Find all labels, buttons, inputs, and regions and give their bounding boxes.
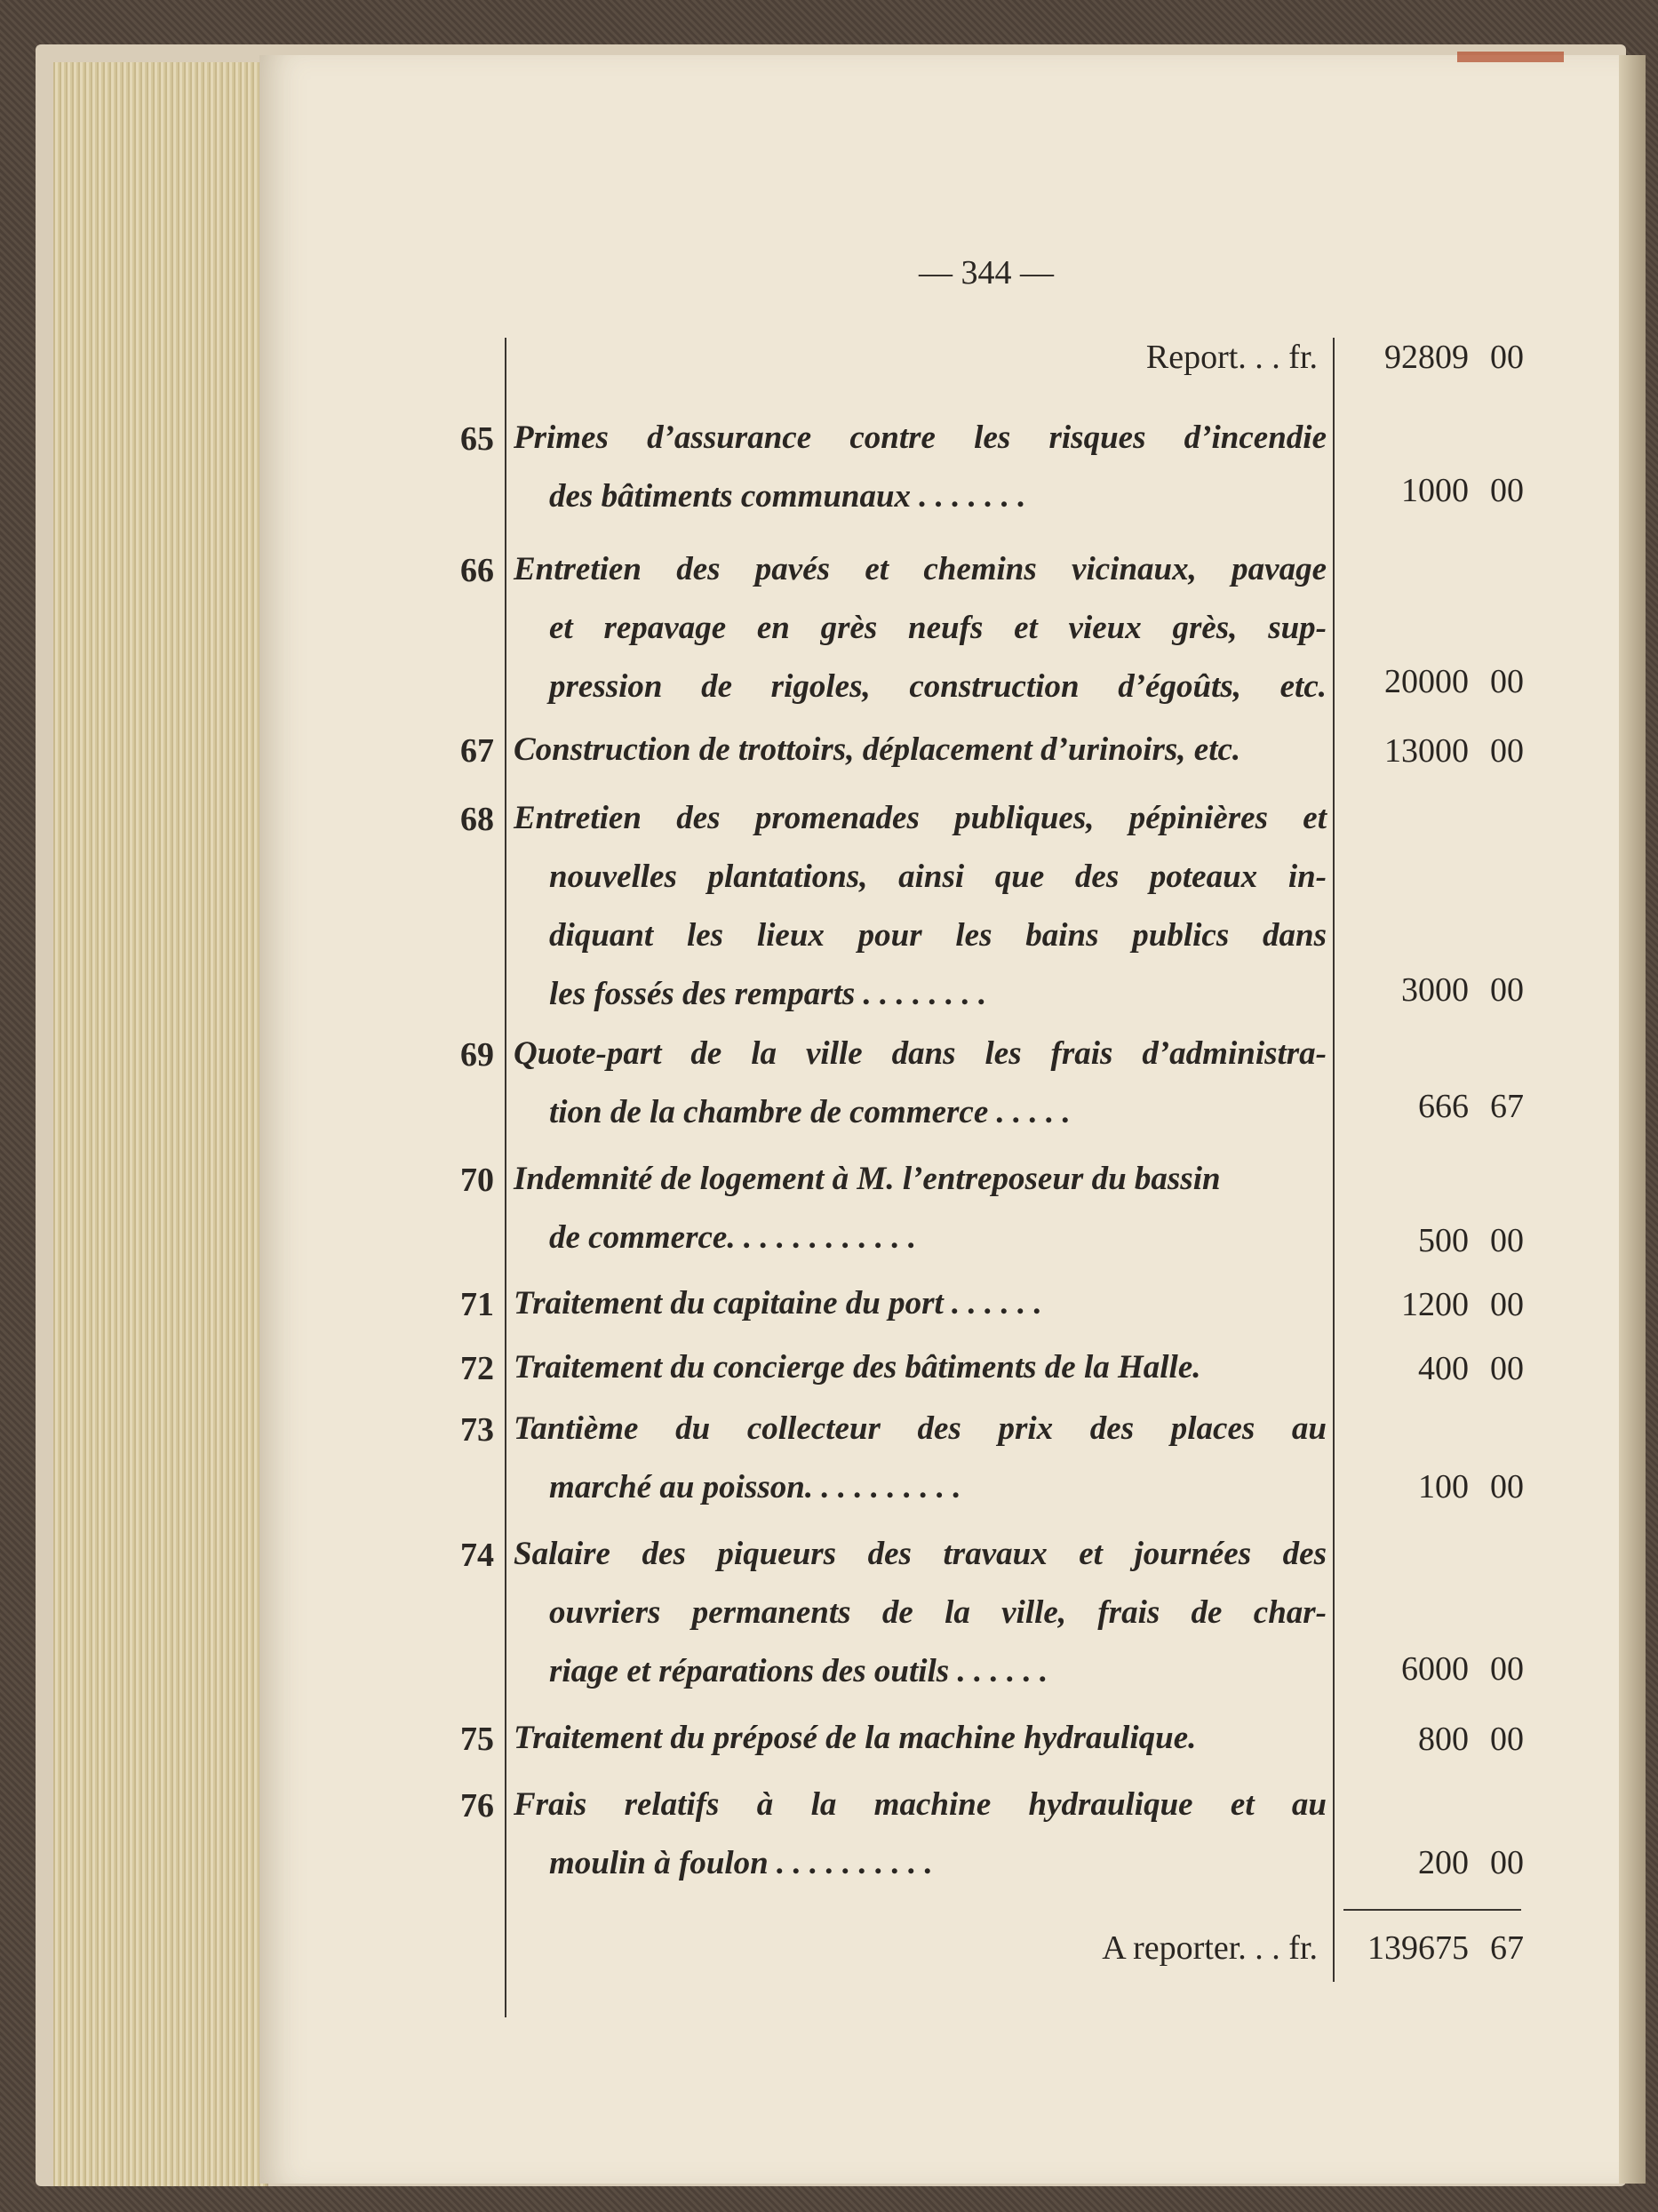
report-amount: [1346, 338, 1524, 377]
description-line: de commerce. . . . . . . . . . . .: [549, 1219, 917, 1256]
item-cents: 00: [1490, 1350, 1524, 1387]
item-description: [514, 1525, 1327, 1701]
description-line: Indemnité de logement à M. l’entreposeur du bassin: [514, 1161, 1221, 1197]
item-cents: 00: [1490, 1844, 1524, 1881]
item-description: [514, 409, 1327, 526]
item-francs: 400: [1418, 1350, 1469, 1387]
item-francs: 20000: [1384, 663, 1469, 700]
description-line: Construction de trottoirs, déplacement d’urinoirs, etc.: [514, 731, 1241, 768]
item-francs: 3000: [1401, 971, 1469, 1009]
item-amount: [1346, 1467, 1524, 1506]
item-amount: [1346, 1087, 1524, 1126]
item-cents: 00: [1490, 1468, 1524, 1505]
item-number: 68: [460, 801, 494, 838]
item-amount: [1346, 1649, 1524, 1689]
description-line: Tantième du collecteur des prix des places au: [514, 1410, 1327, 1447]
page-edges: [53, 62, 268, 2186]
item-francs: 666: [1418, 1088, 1469, 1125]
item-description: [514, 1150, 1327, 1267]
description-line: Frais relatifs à la machine hydraulique et au: [514, 1786, 1327, 1823]
description-line: et repavage en grès neufs et vieux grès, sup-: [549, 610, 1327, 646]
description-line: des bâtiments communaux . . . . . . .: [549, 478, 1026, 515]
description-line: Entretien des pavés et chemins vicinaux, pavage: [514, 551, 1327, 587]
description-line: Primes d’assurance contre les risques d’incendie: [514, 419, 1327, 456]
item-francs: 200: [1418, 1844, 1469, 1881]
item-description: [514, 1274, 1327, 1333]
item-francs: 1200: [1401, 1286, 1469, 1323]
description-line: Traitement du capitaine du port . . . . . .: [514, 1285, 1042, 1322]
description-line: Salaire des piqueurs des travaux et journées des: [514, 1536, 1327, 1572]
page-number: — 344 —: [919, 254, 1054, 291]
ledger-table: [409, 338, 1564, 2017]
item-amount: [1346, 731, 1524, 771]
item-description: [514, 1025, 1327, 1142]
description-line: tion de la chambre de commerce . . . . .: [549, 1094, 1071, 1130]
carry-label: A reporter. . . fr.: [1102, 1929, 1318, 1967]
total-rule: [1343, 1909, 1521, 1911]
item-cents: 00: [1490, 1721, 1524, 1758]
item-number: 72: [460, 1350, 494, 1387]
description-line: Traitement du concierge des bâtiments de la Halle.: [514, 1349, 1201, 1385]
item-number: 71: [460, 1286, 494, 1323]
item-amount: [1346, 970, 1524, 1010]
report-cents: 00: [1490, 339, 1524, 376]
item-francs: 13000: [1384, 732, 1469, 770]
item-amount: [1346, 471, 1524, 510]
carry-francs: 139675: [1367, 1929, 1469, 1967]
description-line: pression de rigoles, construction d’égoûts, etc.: [549, 668, 1327, 705]
item-description: [514, 789, 1327, 1024]
item-number: 73: [460, 1411, 494, 1449]
description-line: ouvriers permanents de la ville, frais de char-: [549, 1594, 1327, 1631]
item-number: 67: [460, 732, 494, 770]
item-cents: 00: [1490, 732, 1524, 770]
item-number: 75: [460, 1721, 494, 1758]
item-cents: 00: [1490, 1222, 1524, 1259]
item-francs: 1000: [1401, 472, 1469, 509]
item-cents: 00: [1490, 1650, 1524, 1688]
description-line: riage et réparations des outils . . . . . .: [549, 1653, 1048, 1689]
page-right-edge: [1619, 55, 1646, 2184]
item-amount: [1346, 1843, 1524, 1882]
item-amount: [1346, 1221, 1524, 1260]
description-line: nouvelles plantations, ainsi que des poteaux in-: [549, 858, 1327, 895]
description-line: les fossés des remparts . . . . . . . .: [549, 976, 987, 1012]
item-francs: 100: [1418, 1468, 1469, 1505]
description-line: marché au poisson. . . . . . . . . .: [549, 1469, 961, 1505]
item-number: 70: [460, 1162, 494, 1199]
item-amount: [1346, 1349, 1524, 1388]
item-cents: 00: [1490, 971, 1524, 1009]
spine-label-mark: [1457, 52, 1564, 62]
item-amount: [1346, 1720, 1524, 1759]
item-description: [514, 1776, 1327, 1893]
report-label: Report. . . fr.: [1145, 339, 1318, 376]
item-description: [514, 1400, 1327, 1517]
left-column-rule: [505, 338, 506, 2017]
item-number: 76: [460, 1787, 494, 1825]
item-cents: 00: [1490, 472, 1524, 509]
item-description: [514, 721, 1327, 779]
item-number: 66: [460, 552, 494, 589]
item-francs: 800: [1418, 1721, 1469, 1758]
report-francs: 92809: [1384, 339, 1469, 376]
item-number: 69: [460, 1036, 494, 1074]
item-cents: 67: [1490, 1088, 1524, 1125]
item-francs: 500: [1418, 1222, 1469, 1259]
item-description: [514, 540, 1327, 716]
item-amount: [1346, 662, 1524, 701]
carry-cents: 67: [1490, 1929, 1524, 1967]
item-number: 65: [460, 420, 494, 458]
description-line: diquant les lieux pour les bains publics dans: [549, 917, 1327, 954]
item-cents: 00: [1490, 663, 1524, 700]
description-line: Traitement du préposé de la machine hydraulique.: [514, 1720, 1197, 1756]
item-number: 74: [460, 1537, 494, 1574]
description-line: moulin à foulon . . . . . . . . . .: [549, 1845, 933, 1881]
carry-amount: [1346, 1929, 1524, 1968]
item-cents: 00: [1490, 1286, 1524, 1323]
description-line: Entretien des promenades publiques, pépinières et: [514, 800, 1327, 836]
item-description: [514, 1338, 1327, 1397]
amount-column-rule: [1333, 338, 1335, 1982]
item-amount: [1346, 1285, 1524, 1324]
description-line: Quote-part de la ville dans les frais d’administra-: [514, 1035, 1327, 1072]
item-description: [514, 1709, 1327, 1768]
item-francs: 6000: [1401, 1650, 1469, 1688]
